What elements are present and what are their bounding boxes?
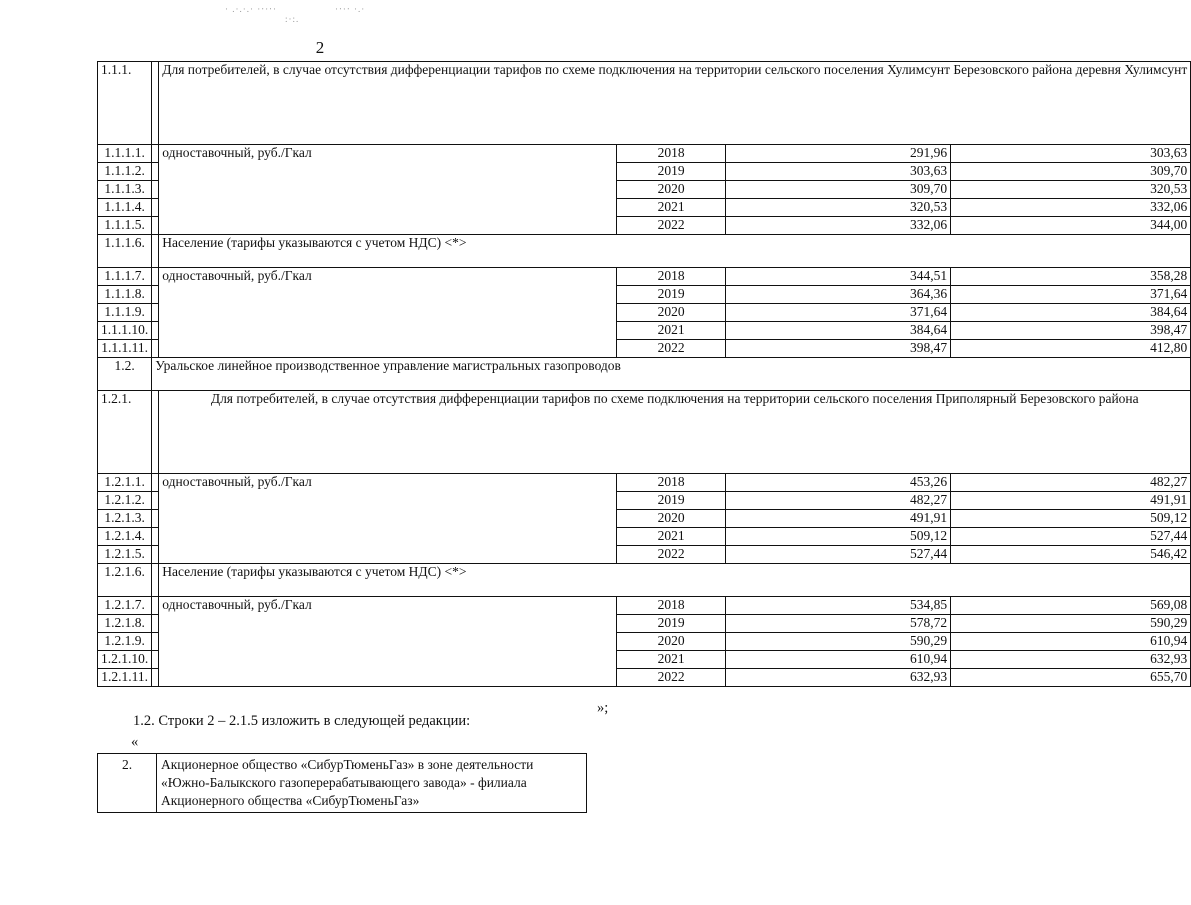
section-row [98, 564, 1191, 597]
tariff-table [97, 61, 1191, 687]
section-row [98, 391, 1191, 474]
unit-cell: одноставочный, руб./Гкал [159, 597, 617, 687]
table-row: 1.1.1.3. 2020 309,70 320,53 [98, 181, 1191, 199]
org-row [98, 358, 1191, 391]
row-code: 1.1.1.6. [98, 235, 152, 268]
table-row: 1.2.1.10. 2021 610,94 632,93 [98, 651, 1191, 669]
table-row: 1.1.1.2. 2019 303,63 309,70 [98, 163, 1191, 181]
scan-noise-top: ·‧·‧ ·.· [335, 4, 366, 14]
table-row: 1.1.1.11. 2022 398,47 412,80 [98, 340, 1191, 358]
section-row [98, 62, 1191, 145]
section-title: Для потребителей, в случае отсутствия дифференциации тарифов по схеме подключения на территории сельского поселения Хулимсунт Березовского района деревня Хулимсунт [159, 62, 1191, 145]
unit-cell: одноставочный, руб./Гкал [159, 474, 617, 564]
unit-cell: одноставочный, руб./Гкал [159, 268, 617, 358]
section-title: Для потребителей, в случае отсутствия дифференциации тарифов по схеме подключения на территории сельского поселения Приполярный Березовского района [159, 391, 1191, 474]
table-row: 1.2.1.1. одноставочный, руб./Гкал 2018 453,26 482,27 [98, 474, 1191, 492]
table-row: 1.1.1.4. 2021 320,53 332,06 [98, 199, 1191, 217]
closing-quote: »; [597, 700, 609, 716]
row-code: 1.2.1. [98, 391, 152, 474]
table-row: 1.1.1.8. 2019 364,36 371,64 [98, 286, 1191, 304]
table-row: 1.2.1.9. 2020 590,29 610,94 [98, 633, 1191, 651]
table-row: 1.2.1.7. одноставочный, руб./Гкал 2018 534,85 569,08 [98, 597, 1191, 615]
scan-noise-top: · .·.·.· ·‧·‧· [225, 4, 277, 14]
unit-cell: одноставочный, руб./Гкал [159, 145, 617, 235]
opening-quote: « [131, 734, 139, 750]
table-row: 1.1.1.5. 2022 332,06 344,00 [98, 217, 1191, 235]
org-table [97, 753, 587, 813]
table-row: 1.2.1.11. 2022 632,93 655,70 [98, 669, 1191, 687]
section-title: Население (тарифы указываются с учетом НДС) <*> [159, 235, 1191, 268]
org-description: Акционерное общество «СибурТюменьГаз» в зоне деятельности «Южно-Балыкского газоперерабатывающего завода» - филиала Акционерного общества «СибурТюменьГаз» [157, 754, 587, 813]
amendment-paragraph: 1.2. Строки 2 – 2.1.5 изложить в следующей редакции: [133, 713, 471, 729]
scan-noise-top: :·:. [285, 14, 300, 24]
table-row: 1.1.1.1. одноставочный, руб./Гкал 2018 291,96 303,63 [98, 145, 1191, 163]
table-row: 1.2.1.2. 2019 482,27 491,91 [98, 492, 1191, 510]
org-title: Уральское линейное производственное управление магистральных газопроводов [152, 358, 1191, 391]
section-title: Население (тарифы указываются с учетом НДС) <*> [159, 564, 1191, 597]
table-row: 1.2.1.4. 2021 509,12 527,44 [98, 528, 1191, 546]
table-row [98, 754, 587, 813]
table-row: 1.1.1.7. одноставочный, руб./Гкал 2018 344,51 358,28 [98, 268, 1191, 286]
table-row: 1.2.1.5. 2022 527,44 546,42 [98, 546, 1191, 564]
section-row [98, 235, 1191, 268]
row-code: 1.1.1. [98, 62, 152, 145]
table-row: 1.1.1.10. 2021 384,64 398,47 [98, 322, 1191, 340]
table-row: 1.2.1.3. 2020 491,91 509,12 [98, 510, 1191, 528]
table-row: 1.2.1.8. 2019 578,72 590,29 [98, 615, 1191, 633]
table-row: 1.1.1.9. 2020 371,64 384,64 [98, 304, 1191, 322]
page-number: 2 [315, 38, 325, 57]
row-code: 1.2.1.6. [98, 564, 152, 597]
row-code: 1.2. [98, 358, 152, 391]
row-code: 2. [98, 754, 157, 813]
